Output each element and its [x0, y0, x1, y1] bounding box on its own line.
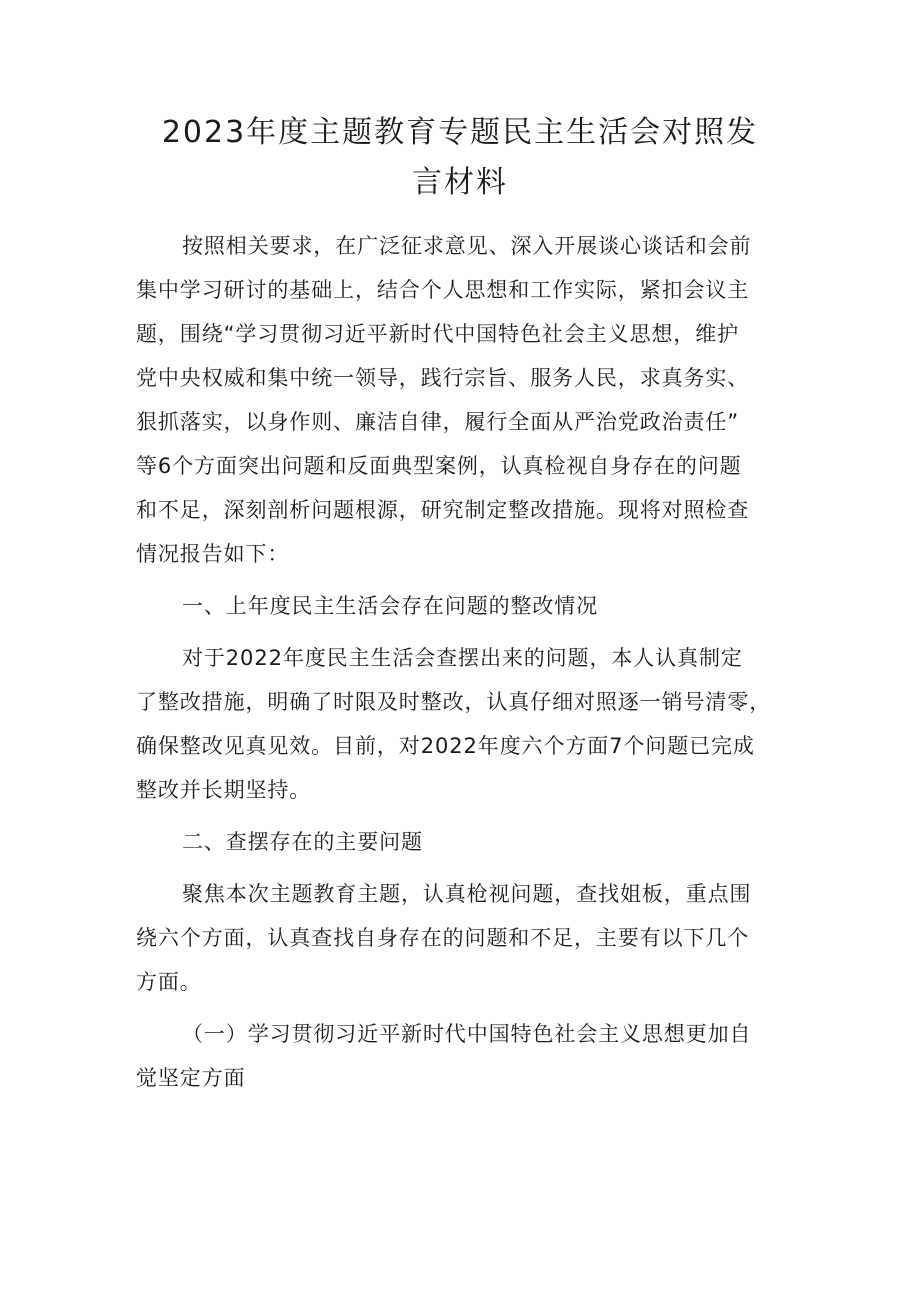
paragraph-line: 对于2022年度民主生活会查摆出来的问题，本人认真制定 [182, 646, 743, 670]
document-title-line-2: 言材料 [412, 165, 508, 200]
paragraph-line: 按照相关要求，在广泛征求意见、深入开展谈心谈话和会前 [182, 234, 752, 258]
paragraph-line: 和不足，深刻剖析问题根源，研究制定整改措施。现将对照检查 [136, 498, 750, 522]
section-1-paragraph [136, 636, 796, 812]
intro-paragraph [136, 224, 796, 576]
paragraph-line: 集中学习研讨的基础上，结合个人思想和工作实际，紧扣会议主 [136, 278, 750, 302]
paragraph-line: 方面。 [136, 970, 202, 994]
paragraph-line: 了整改措施，明确了时限及时整改，认真仔细对照逐一销号清零， [136, 690, 772, 714]
document-body [136, 224, 796, 1100]
paragraph-line: 绕六个方面，认真查找自身存在的问题和不足，主要有以下几个 [136, 926, 750, 950]
paragraph-line: 狠抓落实，以身作则、廉洁自律，履行全面从严治党政治责任” [136, 410, 740, 434]
paragraph-line: 情况报告如下： [136, 542, 290, 566]
subsection-1-heading [136, 1012, 796, 1100]
paragraph-line: 整改并长期坚持。 [136, 778, 312, 802]
section-2-heading: 二、查摆存在的主要问题 [182, 830, 423, 854]
paragraph-line: 确保整改见真见效。目前，对2022年度六个方面7个问题已完成 [136, 734, 755, 758]
paragraph-line: 等6个方面突出问题和反面典型案例，认真检视自身存在的问题 [136, 454, 742, 478]
paragraph-line: 题，围绕“学习贯彻习近平新时代中国特色社会主义思想，维护 [136, 322, 740, 346]
section-1-heading: 一、上年度民主生活会存在问题的整改情况 [182, 594, 599, 618]
paragraph-line: 觉坚定方面 [136, 1066, 246, 1090]
paragraph-line: （一）学习贯彻习近平新时代中国特色社会主义思想更加自 [182, 1022, 752, 1046]
paragraph-line: 聚焦本次主题教育主题，认真枪视问题，查找姐板，重点围 [182, 882, 752, 906]
document-title-line-1: 2023年度主题教育专题民主生活会对照发 [161, 115, 759, 150]
paragraph-line: 党中央权威和集中统一领导，践行宗旨、服务人民，求真务实、 [136, 366, 750, 390]
section-2-paragraph [136, 872, 796, 1004]
